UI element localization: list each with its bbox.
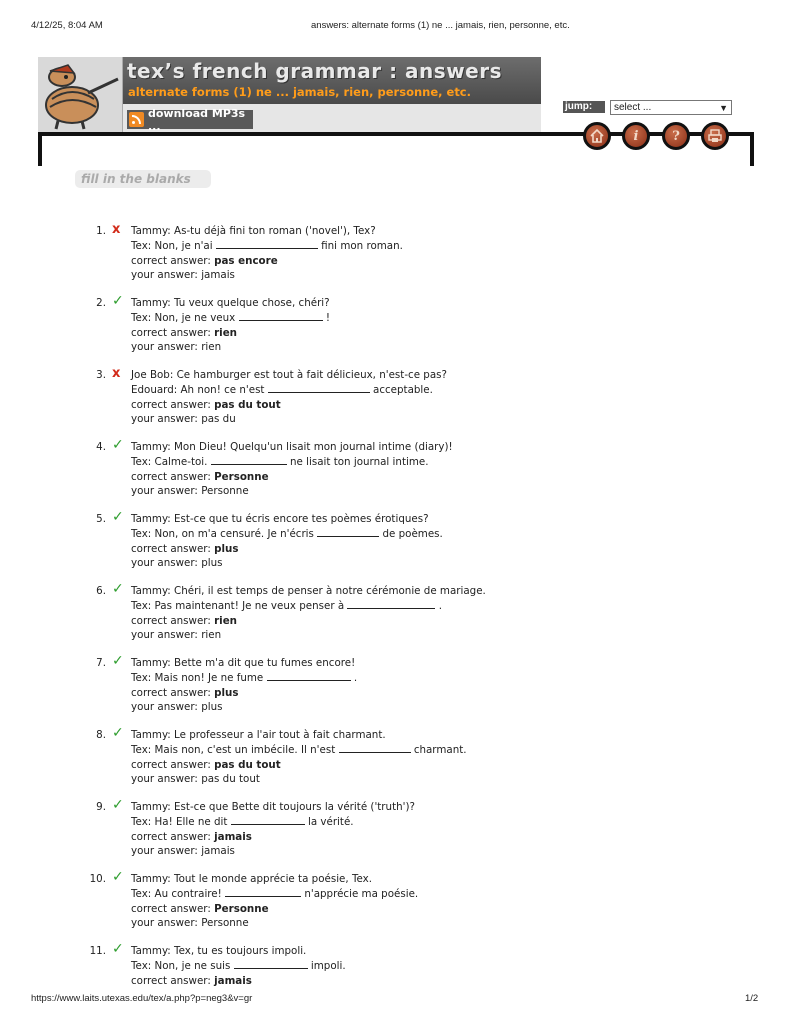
question-item: [0, 293, 791, 368]
download-mp3s-button[interactable]: [127, 106, 253, 133]
correct-answer-value: rien: [214, 326, 238, 339]
your-answer-row: [131, 628, 486, 642]
fill-blank: [339, 742, 411, 753]
your-answer-row: [131, 340, 330, 354]
question-item: [0, 437, 791, 512]
response-before-blank: Tex: Ha! Elle ne dit: [131, 816, 228, 829]
correct-answer-row: [131, 254, 403, 268]
correct-answer-row: [131, 758, 467, 772]
question-prompt: Tammy: Tout le monde apprécie ta poésie, Tex.: [131, 873, 372, 885]
section-label: fill in the blanks: [75, 170, 211, 188]
question-number: 11.: [89, 945, 106, 957]
response-after-blank: acceptable.: [373, 384, 433, 397]
correct-answer-row: [131, 398, 447, 412]
question-response-line: [131, 454, 453, 469]
response-after-blank: .: [353, 672, 358, 685]
correct-answer-value: jamais: [214, 974, 252, 987]
question-number: 6.: [96, 585, 106, 597]
question-response-line: [131, 886, 418, 901]
question-number: 3.: [96, 369, 106, 381]
your-answer-value: rien: [201, 629, 222, 642]
response-before-blank: Tex: Non, on m'a censuré. Je n'écris: [131, 528, 314, 541]
question-body: [131, 368, 447, 427]
correct-answer-row: [131, 470, 453, 484]
correct-answer-label: correct answer:: [131, 470, 211, 483]
response-after-blank: la vérité.: [307, 816, 354, 829]
question-item: [0, 725, 791, 800]
question-prompt: Tammy: Est-ce que Bette dit toujours la vérité ('truth')?: [131, 801, 415, 813]
response-after-blank: .: [438, 600, 442, 613]
your-answer-label: your answer:: [131, 413, 198, 426]
your-answer-row: [131, 844, 415, 858]
response-after-blank: de poèmes.: [382, 528, 443, 541]
question-response-line: [131, 382, 447, 397]
info-glyph: i: [633, 128, 639, 144]
question-response-line: [131, 814, 415, 829]
your-answer-label: your answer:: [131, 629, 198, 642]
your-answer-label: your answer:: [131, 557, 198, 570]
question-prompt: Tammy: Tu veux quelque chose, chéri?: [131, 297, 330, 309]
content-frame-right: [750, 132, 754, 166]
question-number: 7.: [96, 657, 106, 669]
correct-mark-icon: ✓: [112, 797, 124, 813]
content-frame-left: [38, 132, 42, 166]
question-item: [0, 797, 791, 872]
question-prompt: Tammy: Est-ce que tu écris encore tes poèmes érotiques?: [131, 513, 429, 525]
question-number: 10.: [89, 873, 106, 885]
question-body: [131, 296, 330, 355]
correct-answer-value: pas du tout: [214, 398, 281, 411]
info-icon[interactable]: [622, 122, 650, 150]
question-body: [131, 440, 453, 499]
correct-answer-row: [131, 542, 443, 556]
correct-answer-value: Personne: [214, 470, 269, 483]
question-number: 9.: [96, 801, 106, 813]
correct-answer-value: plus: [214, 686, 239, 699]
help-glyph: ?: [672, 128, 680, 144]
fill-blank: [225, 886, 301, 897]
question-prompt: Tammy: Le professeur a l'air tout à fait charmant.: [131, 729, 386, 741]
question-item: [0, 509, 791, 584]
your-answer-row: [131, 484, 453, 498]
your-answer-value: plus: [201, 557, 223, 570]
question-item: [0, 869, 791, 944]
question-response-line: [131, 670, 357, 685]
question-body: [131, 512, 443, 571]
your-answer-label: your answer:: [131, 341, 198, 354]
response-after-blank: !: [325, 312, 330, 325]
question-prompt: Joe Bob: Ce hamburger est tout à fait délicieux, n'est-ce pas?: [131, 369, 447, 381]
question-response-line: [131, 742, 467, 757]
correct-answer-row: [131, 974, 346, 988]
site-title: tex’s french grammar : answers: [127, 59, 502, 83]
question-body: [131, 800, 415, 859]
fill-blank: [268, 382, 370, 393]
question-response-line: [131, 238, 403, 253]
print-page-number: 1/2: [745, 993, 759, 1004]
question-item: [0, 581, 791, 656]
question-response-line: [131, 310, 330, 325]
response-after-blank: fini mon roman.: [321, 240, 403, 253]
your-answer-label: your answer:: [131, 269, 198, 282]
correct-mark-icon: ✓: [112, 653, 124, 669]
jump-label: jump:: [563, 101, 605, 113]
print-icon[interactable]: [701, 122, 729, 150]
fill-blank: [216, 238, 318, 249]
question-prompt: Tammy: Mon Dieu! Quelqu'un lisait mon journal intime (diary)!: [131, 441, 453, 453]
your-answer-value: Personne: [201, 485, 249, 498]
question-item: [0, 941, 791, 1016]
your-answer-row: [131, 268, 403, 282]
your-answer-label: your answer:: [131, 701, 198, 714]
print-url: https://www.laits.utexas.edu/tex/a.php?p=neg3&v=gr: [31, 993, 253, 1004]
correct-mark-icon: ✓: [112, 293, 124, 309]
fill-blank: [239, 310, 323, 321]
correct-mark-icon: ✓: [112, 725, 124, 741]
response-before-blank: Tex: Calme-toi.: [131, 456, 208, 469]
response-before-blank: Tex: Au contraire!: [131, 888, 222, 901]
correct-answer-row: [131, 614, 486, 628]
question-response-line: [131, 958, 346, 973]
fill-blank: [317, 526, 379, 537]
correct-answer-label: correct answer:: [131, 686, 211, 699]
page-subtitle: alternate forms (1) ne ... jamais, rien, personne, etc.: [128, 85, 471, 99]
correct-answer-value: jamais: [214, 830, 252, 843]
question-prompt: Tammy: Bette m'a dit que tu fumes encore!: [131, 657, 356, 669]
response-after-blank: impoli.: [310, 960, 346, 973]
question-number: 5.: [96, 513, 106, 525]
correct-answer-row: [131, 326, 330, 340]
fill-blank: [267, 670, 351, 681]
fill-blank: [211, 454, 287, 465]
correct-answer-label: correct answer:: [131, 326, 211, 339]
your-answer-label: your answer:: [131, 485, 198, 498]
your-answer-label: your answer:: [131, 773, 198, 786]
response-before-blank: Tex: Pas maintenant! Je ne veux penser à: [131, 600, 345, 613]
incorrect-mark-icon: x: [112, 366, 121, 381]
jump-select[interactable]: [610, 100, 732, 115]
question-number: 1.: [96, 225, 106, 237]
question-number: 8.: [96, 729, 106, 741]
question-item: [0, 653, 791, 728]
armadillo-logo-icon[interactable]: [38, 57, 123, 132]
your-answer-value: jamais: [201, 269, 235, 282]
question-response-line: [131, 598, 486, 613]
question-prompt: Tammy: As-tu déjà fini ton roman ('novel'), Tex?: [131, 225, 376, 237]
question-body: [131, 728, 467, 787]
fill-blank: [234, 958, 308, 969]
response-before-blank: Tex: Mais non! Je ne fume: [131, 672, 264, 685]
correct-mark-icon: ✓: [112, 509, 124, 525]
question-number: 2.: [96, 297, 106, 309]
question-prompt: Tammy: Tex, tu es toujours impoli.: [131, 945, 307, 957]
question-body: [131, 944, 346, 988]
your-answer-row: [131, 916, 418, 930]
home-icon[interactable]: [583, 122, 611, 150]
correct-answer-row: [131, 902, 418, 916]
correct-answer-value: rien: [214, 614, 238, 627]
correct-mark-icon: ✓: [112, 437, 124, 453]
rss-icon: [129, 112, 144, 127]
incorrect-mark-icon: x: [112, 222, 121, 237]
response-after-blank: charmant.: [413, 744, 467, 757]
jump-select-value: select ...: [614, 102, 652, 113]
response-after-blank: n'apprécie ma poésie.: [304, 888, 419, 901]
question-body: [131, 656, 357, 715]
your-answer-value: rien: [201, 341, 222, 354]
response-before-blank: Tex: Non, je n'ai: [131, 240, 213, 253]
chevron-down-icon: ▼: [719, 103, 728, 113]
correct-answer-value: Personne: [214, 902, 269, 915]
question-prompt: Tammy: Chéri, il est temps de penser à notre cérémonie de mariage.: [131, 585, 486, 597]
your-answer-row: [131, 412, 447, 426]
your-answer-row: [131, 700, 357, 714]
fill-blank: [347, 598, 435, 609]
question-body: [131, 872, 418, 931]
response-before-blank: Tex: Non, je ne suis: [131, 960, 231, 973]
download-label: download MP3s ...: [148, 106, 246, 133]
correct-answer-label: correct answer:: [131, 758, 211, 771]
correct-mark-icon: ✓: [112, 869, 124, 885]
correct-answer-row: [131, 686, 357, 700]
correct-answer-label: correct answer:: [131, 542, 211, 555]
your-answer-value: pas du: [201, 413, 236, 426]
question-list: [0, 224, 791, 1016]
your-answer-row: [131, 556, 443, 570]
correct-answer-value: pas du tout: [214, 758, 281, 771]
question-response-line: [131, 526, 443, 541]
correct-answer-label: correct answer:: [131, 830, 211, 843]
question-body: [131, 584, 486, 643]
correct-answer-row: [131, 830, 415, 844]
question-number: 4.: [96, 441, 106, 453]
response-before-blank: Edouard: Ah non! ce n'est: [131, 384, 265, 397]
correct-answer-label: correct answer:: [131, 902, 211, 915]
correct-answer-label: correct answer:: [131, 254, 211, 267]
your-answer-value: pas du tout: [201, 773, 260, 786]
correct-answer-label: correct answer:: [131, 398, 211, 411]
your-answer-value: jamais: [201, 845, 235, 858]
print-datetime: 4/12/25, 8:04 AM: [31, 20, 103, 31]
response-after-blank: ne lisait ton journal intime.: [290, 456, 429, 469]
help-icon[interactable]: [662, 122, 690, 150]
correct-answer-label: correct answer:: [131, 974, 211, 987]
fill-blank: [231, 814, 305, 825]
your-answer-row: [131, 772, 467, 786]
response-before-blank: Tex: Mais non, c'est un imbécile. Il n'est: [131, 744, 336, 757]
question-item: [0, 224, 791, 296]
correct-mark-icon: ✓: [112, 581, 124, 597]
correct-answer-label: correct answer:: [131, 614, 211, 627]
your-answer-value: Personne: [201, 917, 249, 930]
question-item: [0, 368, 791, 440]
print-page-title: answers: alternate forms (1) ne ... jamais, rien, personne, etc.: [311, 20, 570, 31]
your-answer-label: your answer:: [131, 845, 198, 858]
question-body: [131, 224, 403, 283]
correct-mark-icon: ✓: [112, 941, 124, 957]
correct-answer-value: plus: [214, 542, 239, 555]
response-before-blank: Tex: Non, je ne veux: [131, 312, 236, 325]
correct-answer-value: pas encore: [214, 254, 278, 267]
your-answer-value: plus: [201, 701, 223, 714]
your-answer-label: your answer:: [131, 917, 198, 930]
